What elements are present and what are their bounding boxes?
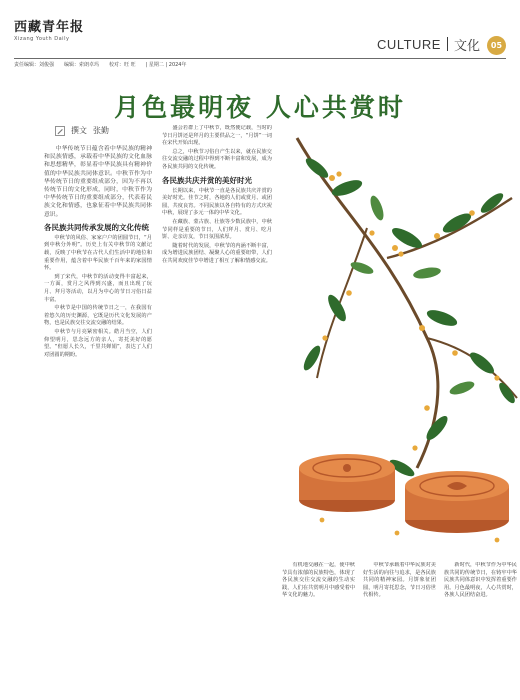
blossom [452, 350, 458, 356]
byline [55, 125, 109, 136]
paragraph: 中秋节与月亮紧密相关。皓月当空，人们仰望明月，思念远方的亲人，寄托美好的愿望。“但愿人长久，千里共婵娟”，表达了人们对团圆的期盼。 [44, 328, 152, 358]
blossom [320, 518, 325, 523]
leaf [368, 194, 386, 222]
article-column-1 [44, 145, 152, 693]
blossom [424, 405, 430, 411]
header-meta [14, 61, 187, 68]
article-column-5 [444, 562, 517, 693]
leaf [467, 349, 497, 377]
blossom [346, 290, 352, 296]
blossom [329, 175, 335, 181]
page-number-badge: 05 [487, 36, 506, 55]
paragraph: 在藏族、蒙古族、壮族等少数民族中，中秋节同样是重要的节日，人们拜月、赏月、吃月饼、走亲访友，节日氛围浓厚。 [162, 218, 272, 241]
proofreader-credit: 校对：旺 旺 [109, 62, 136, 68]
osmanthus-mooncake-illustration [277, 128, 520, 556]
leaf [349, 260, 375, 277]
article-column-2 [162, 125, 272, 693]
byline-author: 张勤 [93, 126, 109, 135]
subhead-1: 各民族共同传承发展的文化传统 [44, 222, 149, 232]
editor-credit: 责任编辑：刘俊强 [14, 62, 55, 68]
blossom [395, 531, 400, 536]
blossom [392, 245, 398, 251]
leaf [325, 292, 350, 323]
paragraph: 新时代，中秋节作为中华民族共同的传统节日，在铸牢中华民族共同体意识中发挥着重要作用。月色最明夜，人心共赏时，各族人民团结奋进。 [444, 562, 517, 599]
paper-name: 西藏青年报 [14, 20, 85, 35]
paragraph: 中秋节承载着中华民族对美好生活的向往与追求，是各民族共同的精神家园。月饼象征团圆，明月寄托思念，节日习俗世代相传。 [363, 562, 436, 599]
branch [317, 228, 367, 378]
blossom [469, 210, 475, 216]
paragraph: 长期以来，中秋节一直是各民族共庆并赏的美好时光。佳节之时，各地的人们或赏月、或团圆，共度良宵。不同民族以各自特有的方式庆祝中秋，展现了多元一体的中华文化。 [162, 187, 272, 217]
blossom [398, 251, 403, 256]
paragraph: 中秋节的风俗、家家户户的团圆节日，“月到中秋分外明”。历史上有关中秋节的文献记载，反映了中秋节在古代人们生活中的地位和重要作用，蕴含着中华民族千百年来的家国情怀。 [44, 234, 152, 272]
blossom [494, 375, 499, 380]
paragraph: 随着时代的发展，中秋节的内涵不断丰富，成为增进民族团结、凝聚人心的重要纽带，人们在共同欢度佳节中增进了相互了解和情感交流。 [162, 242, 272, 264]
issue-date: | 星期二 | 2024年 [145, 62, 187, 68]
subhead-2: 各民族共庆并赏的美好时光 [162, 175, 252, 185]
leaf [496, 381, 517, 406]
paragraph: 到了宋代，中秋节的活动变得丰富起来，一方面，赏月之风得到兴盛，而且出现了玩月、拜月等活动，以月为中心的节日习俗日益丰富。 [44, 273, 152, 303]
paragraph: 总之，中秋节习俗自产生以来，就在民族交往交流交融的过程中得到不断丰富和发展，成为各民族共同的文化传统。 [162, 148, 272, 170]
mooncake-left [299, 454, 395, 512]
mooncake-right [405, 471, 509, 533]
branch [297, 138, 438, 468]
section-label [377, 35, 480, 53]
paragraph: 中秋节是中国的传统节日之一，在我国有着悠久的历史渊源，它既是历代文化发展的产物，也是民族交往交流交融的结果。 [44, 305, 152, 327]
blossom [336, 171, 341, 176]
leaf [423, 413, 451, 443]
article-column-4 [363, 562, 436, 693]
paper-subtitle: Xizang Youth Daily [14, 36, 70, 42]
paragraph: 盛会若群上了中秋节，既然便记载，当时的节日月饼还是拜月的主要供品之一，“月饼”一词在宋代开始出现。 [162, 125, 272, 147]
pen-icon [55, 126, 65, 136]
leaf [448, 379, 476, 397]
blossom [419, 325, 425, 331]
byline-label: 撰文 [71, 126, 87, 135]
article-column-3 [282, 562, 355, 693]
section-divider [447, 37, 448, 51]
blossom [369, 230, 374, 235]
article-lead: 中华传统节日蕴含着中华民族的精神和民族情感，承载着中华民族的文化血脉和思想精华，彰显着中华民族具有精神价值的中华民族共同体意识。中秋节作为中华传统节日的重要组成部分，因为不再以传统节日的文化形成，同时，中秋节作为中华传统节日的重要组成部分，代表着民族文化和情感，也象征着中华民族共同体意识。 [44, 146, 152, 218]
blossom [412, 445, 417, 450]
paragraph: 有机地交融在一起，使中秋节具有浓郁的民族特色，体现了各民族交往交流交融的生动实践，人们在共赏明月中感受着中华文化的魅力。 [282, 562, 355, 599]
leaf [412, 266, 441, 281]
section-label-en: CULTURE [377, 36, 441, 52]
blossom [434, 233, 440, 239]
masthead [14, 16, 144, 42]
article-headline: 月色最明夜 人心共赏时 [114, 93, 406, 122]
blossom [322, 335, 327, 340]
leaf [425, 307, 459, 329]
blossom [495, 538, 500, 543]
designer-credit: 编辑：索朗卓玛 [64, 62, 100, 68]
leaf [303, 155, 331, 181]
section-label-cn: 文化 [453, 38, 480, 54]
header-rule [14, 58, 506, 59]
